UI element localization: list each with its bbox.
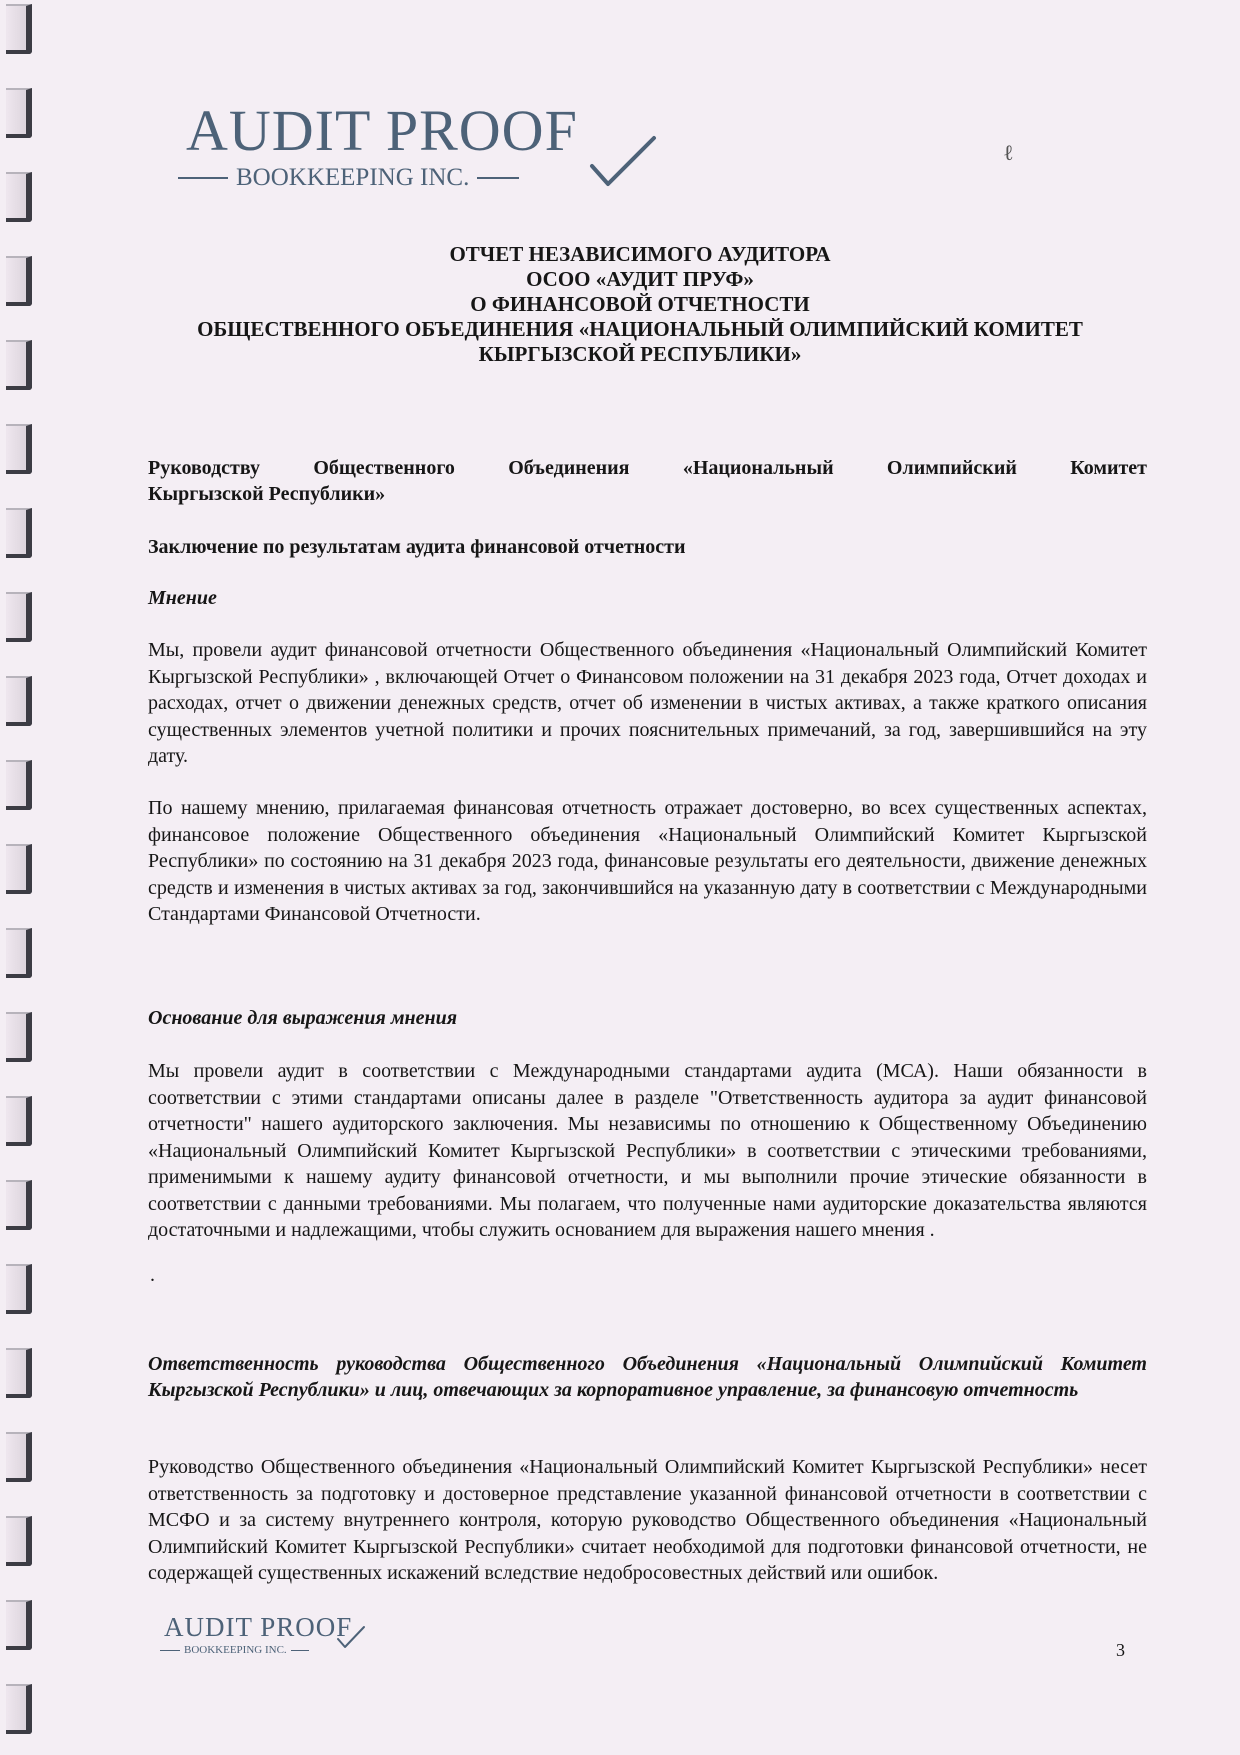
logo-rule [178, 177, 228, 179]
binding-ring [6, 1264, 32, 1314]
binding-ring [6, 172, 32, 222]
addressee-word: Комитет [1070, 457, 1147, 479]
binding-ring [6, 1012, 32, 1062]
addressee [148, 455, 1147, 507]
binding-ring [6, 592, 32, 642]
basis-heading: Основание для выражения мнения [148, 1007, 458, 1029]
binding-ring [6, 1096, 32, 1146]
binding-ring [6, 1432, 32, 1482]
addressee-word: Руководству [148, 457, 261, 479]
logo-main-text: AUDIT PROOF [186, 98, 578, 163]
addressee-line-2: Кыргызской Республики» [148, 483, 386, 505]
footer-logo [160, 1614, 360, 1660]
section-title-opinion: Заключение по результатам аудита финансовой отчетности [148, 536, 686, 558]
title-line: О ФИНАНСОВОЙ ОТЧЕТНОСТИ [470, 292, 810, 316]
company-logo [178, 98, 658, 198]
binding-ring [6, 1600, 32, 1650]
responsibility-paragraph: Руководство Общественного объединения «Национальный Олимпийский Комитет Кыргызской Республики» несет ответственность за подготовку и достоверное представление указанной финансовой отчетности в соответствии с МСФО и за систему внутреннего контроля, которую руководство Общественного объединения «Национальный Олимпийский Комитет Кыргызской Республики» считает необходимой для подготовки финансовой отчетности, не содержащей существенных искажений вследствие недобросовестных действий или ошибок. [148, 1456, 1147, 1584]
logo-sub-row [178, 164, 519, 192]
title-line: ОБЩЕСТВЕННОГО ОБЪЕДИНЕНИЯ «НАЦИОНАЛЬНЫЙ ОЛИМПИЙСКИЙ КОМИТЕТ [197, 317, 1083, 341]
binding-ring [6, 88, 32, 138]
footer-logo-sub-text: BOOKKEEPING INC. [184, 1644, 287, 1656]
title-line: ОТЧЕТ НЕЗАВИСИМОГО АУДИТОРА [449, 242, 831, 266]
binding-ring [6, 844, 32, 894]
footer-logo-sub-row [160, 1644, 309, 1656]
checkmark-icon [336, 1624, 366, 1650]
addressee-word: Общественного [313, 457, 455, 479]
logo-rule [160, 1650, 180, 1651]
addressee-word: Объединения [508, 457, 630, 479]
responsibility-heading: Ответственность руководства Общественного Объединения «Национальный Олимпийский Комитет Кыргызской Республики» и лиц, отвечающих за корпоративное управление, за финансовую отчетность [148, 1353, 1147, 1401]
binding-ring [6, 928, 32, 978]
addressee-word: «Национальный [682, 457, 834, 479]
checkmark-icon [588, 132, 658, 192]
logo-rule [477, 177, 519, 179]
binding-ring [6, 676, 32, 726]
title-line: КЫРГЫЗСКОЙ РЕСПУБЛИКИ» [478, 342, 802, 366]
binding-ring [6, 508, 32, 558]
binding-ring [6, 340, 32, 390]
opinion-paragraph-1: Мы, провели аудит финансовой отчетности Общественного объединения «Национальный Олимпийский Комитет Кыргызской Республики» , включающей Отчет о Финансовом положении на 31 декабря 2023 года, Отчет доходах и расходах, отчет о движении денежных средств, отчет об изменении в чистых активах, а также краткого описания существенных элементов учетной политики и прочих пояснительных примечаний, за год, завершившийся на эту дату. [148, 639, 1147, 767]
binding-ring [6, 1180, 32, 1230]
opinion-heading: Мнение [148, 587, 217, 609]
addressee-line-1 [148, 455, 1147, 481]
footer-logo-main-text: AUDIT PROOF [164, 1612, 353, 1642]
binding-ring [6, 4, 32, 54]
binding-ring [6, 1684, 32, 1734]
binding-ring [6, 1348, 32, 1398]
pen-mark: ℓ [1003, 140, 1014, 165]
report-title [140, 242, 1140, 367]
spiral-binding [0, 0, 40, 1755]
stray-dot: . [150, 1264, 155, 1286]
binding-ring [6, 256, 32, 306]
binding-ring [6, 1516, 32, 1566]
opinion-paragraph-2: По нашему мнению, прилагаемая финансовая отчетность отражает достоверно, во всех существенных аспектах, финансовое положение Общественного объединения «Национальный Олимпийский Комитет Кыргызской Республики» по состоянию на 31 декабря 2023 года, финансовые результаты его деятельности, движение денежных средств и изменения в чистых активах за год, закончившийся на указанную дату в соответствии с Международными Стандартами Финансовой Отчетности. [148, 797, 1147, 925]
page-number: 3 [1116, 1640, 1125, 1660]
logo-rule [291, 1650, 309, 1651]
binding-ring [6, 424, 32, 474]
title-line: ОСОО «АУДИТ ПРУФ» [526, 267, 754, 291]
addressee-word: Олимпийский [886, 457, 1017, 479]
basis-paragraph: Мы провели аудит в соответствии с Международными стандартами аудита (МСА). Наши обязанности в соответствии с этими стандартами описаны далее в разделе "Ответственность аудитора за аудит финансовой отчетности" нашего аудиторского заключения. Мы независимы по отношению к Общественному Объединению «Национальный Олимпийский Комитет Кыргызской Республики» в соответствии с этическими требованиями, применимыми к нашему аудиту финансовой отчетности, и мы выполнили прочие этические обязанности в соответствии с данными требованиями. Мы полагаем, что полученные нами аудиторские доказательства являются достаточными и надлежащими, чтобы служить основанием для выражения нашего мнения . [148, 1060, 1147, 1241]
binding-ring [6, 760, 32, 810]
logo-sub-text: BOOKKEEPING INC. [236, 164, 470, 191]
